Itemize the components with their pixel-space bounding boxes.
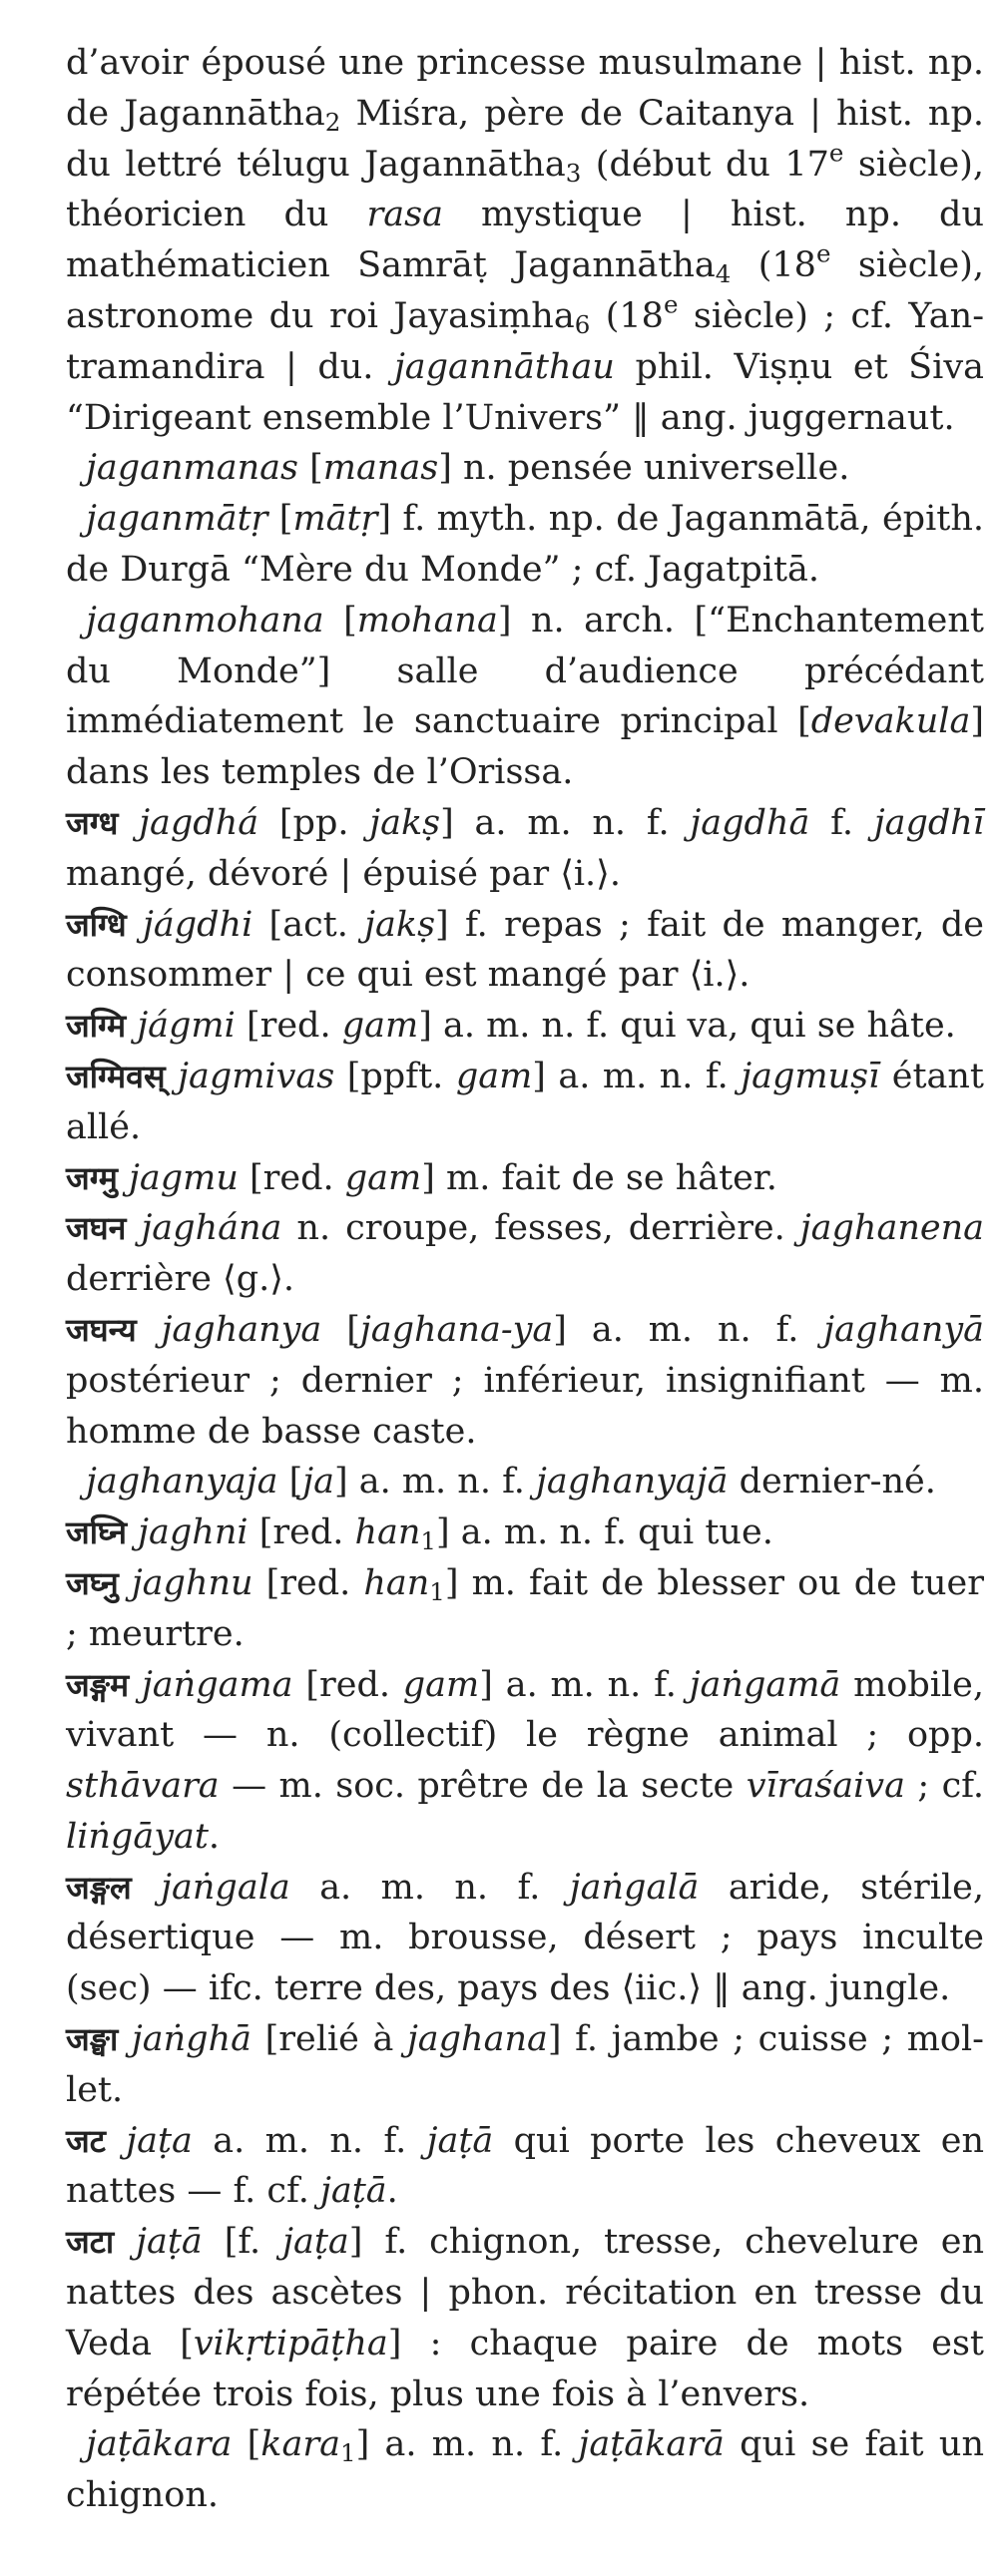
devanagari-headword: जङ्घा bbox=[66, 2020, 119, 2059]
entry-text: phil. Viṣṇu et Śiva “Dirigeant ensemble l’Univers” ‖ ang. juggernaut. bbox=[66, 346, 984, 438]
entry-text: a. m. n. f. bbox=[192, 2120, 427, 2161]
devanagari-headword: जङ्गल bbox=[66, 1868, 132, 1907]
dictionary-page bbox=[66, 38, 984, 2521]
dictionary-entry bbox=[66, 2014, 984, 2116]
entry-text bbox=[127, 905, 143, 945]
entry-text: — m. soc. prêtre de la secte bbox=[219, 1766, 747, 1807]
entry-text: mobile, vivant — n. (collectif) le règne animal ; opp. bbox=[66, 1664, 984, 1756]
subscript: 4 bbox=[715, 259, 732, 289]
italic-term: jaṭa bbox=[126, 2120, 193, 2161]
sub-entry bbox=[66, 494, 984, 596]
entry-text bbox=[114, 2222, 136, 2262]
devanagari-headword: जट bbox=[66, 2121, 106, 2160]
devanagari-headword: जङ्गम bbox=[66, 1665, 130, 1704]
entry-text: postérieur ; dernier ; inférieur, insignifiant — m. homme de basse caste. bbox=[66, 1360, 984, 1452]
subscript: 1 bbox=[420, 1526, 437, 1556]
entry-text: ] : chaque paire de mots est répétée trois fois, plus une fois à l’envers. bbox=[66, 2323, 984, 2414]
italic-term: jagdhá bbox=[139, 802, 259, 843]
entry-text: [red. bbox=[238, 1157, 345, 1198]
italic-term: jágdhi bbox=[143, 904, 253, 945]
italic-term: han bbox=[363, 1562, 430, 1603]
entry-text bbox=[127, 1512, 138, 1552]
entry-text: ] a. m. n. f. bbox=[333, 1462, 537, 1503]
dictionary-entry bbox=[66, 2217, 984, 2419]
italic-term: jaghana bbox=[406, 2019, 548, 2060]
italic-term: jaghanena bbox=[799, 1208, 984, 1249]
italic-term: jaṅgala bbox=[161, 1867, 290, 1908]
dictionary-entry bbox=[66, 1305, 984, 1457]
entry-text bbox=[137, 1310, 162, 1350]
italic-term: jaṅghā bbox=[131, 2019, 251, 2060]
italic-term: devakula bbox=[810, 701, 971, 742]
devanagari-headword: जघ्नु bbox=[66, 1563, 119, 1602]
entry-text: . bbox=[208, 1816, 221, 1857]
entry-text: [ bbox=[323, 600, 357, 641]
italic-term: jaṭā bbox=[136, 2222, 203, 2263]
sub-entry bbox=[66, 2419, 984, 2521]
dictionary-entry bbox=[66, 1001, 984, 1052]
dictionary-entry bbox=[66, 1660, 984, 1863]
entry-text: (18 bbox=[731, 245, 816, 286]
entry-text: ] a. m. n. f. qui va, qui se hâte. bbox=[418, 1006, 956, 1047]
entry-text: ] a. m. n. f. bbox=[440, 802, 691, 843]
dictionary-entry bbox=[66, 1863, 984, 2014]
entry-text bbox=[126, 1208, 141, 1248]
italic-term: kara bbox=[260, 2424, 340, 2465]
entry-text: f. bbox=[809, 802, 874, 843]
superscript: e bbox=[663, 289, 679, 319]
italic-term: jaghána bbox=[141, 1208, 282, 1249]
italic-term: jagmivas bbox=[178, 1056, 335, 1096]
italic-term: gam bbox=[455, 1056, 533, 1096]
dictionary-entry bbox=[66, 1507, 984, 1558]
entry-text: (18 bbox=[590, 295, 664, 336]
italic-term: jaghanyā bbox=[823, 1309, 985, 1350]
italic-term: gam bbox=[344, 1157, 422, 1198]
devanagari-headword: जघन bbox=[66, 1209, 127, 1248]
entry-text: [relié à bbox=[251, 2019, 407, 2060]
subscript: 1 bbox=[339, 2438, 356, 2468]
entry-text: (début du 17 bbox=[581, 144, 829, 185]
entry-text: ] a. m. n. f. bbox=[553, 1309, 824, 1350]
italic-term: mohana bbox=[356, 600, 498, 641]
italic-term: vīraśaiva bbox=[746, 1766, 905, 1807]
entry-text: [pp. bbox=[258, 802, 370, 843]
italic-term: jaghanya bbox=[161, 1309, 322, 1350]
sub-entry bbox=[66, 596, 984, 798]
entry-text: ] dans les temples de l’Orissa. bbox=[66, 701, 984, 793]
italic-term: jagdhā bbox=[690, 802, 810, 843]
superscript: e bbox=[815, 238, 831, 268]
devanagari-headword: जघ्नि bbox=[66, 1513, 128, 1552]
dictionary-entry bbox=[66, 1153, 984, 1204]
sub-entry bbox=[66, 443, 984, 494]
italic-term: jaghnu bbox=[131, 1562, 253, 1603]
entry-text: qui porte les cheveux en nattes — f. cf. bbox=[66, 2120, 984, 2212]
entry-text: ] f. jambe ; cuisse ; mollet. bbox=[66, 2019, 984, 2110]
devanagari-headword: जघन्य bbox=[66, 1310, 137, 1349]
entry-text: ] m. fait de se hâter. bbox=[421, 1157, 777, 1198]
entry-text: [red. bbox=[248, 1512, 355, 1553]
entry-text: étant allé. bbox=[66, 1056, 984, 1147]
entry-text bbox=[166, 1057, 179, 1096]
entry-text bbox=[106, 2121, 126, 2161]
entry-text bbox=[132, 1868, 161, 1908]
devanagari-headword: जटा bbox=[66, 2223, 115, 2262]
entry-text: . bbox=[386, 2171, 398, 2212]
italic-term: jaṭa bbox=[282, 2222, 349, 2263]
italic-term: han bbox=[354, 1512, 421, 1553]
italic-term: jaṅgalā bbox=[569, 1867, 700, 1908]
entry-text bbox=[118, 2019, 132, 2059]
entry-text: ] m. fait de blesser ou de tuer ; meurtre. bbox=[66, 1562, 984, 1654]
entry-text bbox=[119, 1563, 132, 1603]
entry-text: siècle), astronome du roi Jayasiṃha bbox=[66, 245, 984, 336]
devanagari-headword: जग्मि bbox=[66, 1007, 127, 1046]
entry-text: n. croupe, fesses, derrière. bbox=[281, 1208, 800, 1249]
italic-term: jaghni bbox=[138, 1512, 249, 1553]
dictionary-entry bbox=[66, 1052, 984, 1153]
italic-term: jagdhī bbox=[873, 802, 984, 843]
italic-term: jágmi bbox=[137, 1006, 236, 1047]
italic-term: jaganmātṛ bbox=[86, 499, 268, 540]
italic-term: manas bbox=[322, 448, 439, 489]
italic-term: jagmuṣī bbox=[741, 1056, 880, 1096]
italic-term: jaghanyajā bbox=[536, 1462, 729, 1503]
italic-term: jaṭākarā bbox=[578, 2424, 725, 2465]
entry-text: [ppft. bbox=[334, 1056, 456, 1096]
italic-term: jaṅgama bbox=[141, 1664, 293, 1705]
italic-term: jaghana-ya bbox=[359, 1309, 554, 1350]
italic-term: jaṭā bbox=[426, 2120, 494, 2161]
superscript: e bbox=[828, 137, 844, 167]
entry-text: [act. bbox=[252, 904, 365, 945]
entry-text: ] n. arch. [“Enchantement du Monde”] salle d’audience précédant immédiatement le sanctuaire principal [ bbox=[66, 600, 984, 742]
entry-text: a. m. n. f. bbox=[289, 1867, 570, 1908]
entry-text: ] a. m. n. f. bbox=[532, 1056, 742, 1096]
entry-text: [ bbox=[297, 448, 323, 489]
entry-text: [red. bbox=[235, 1006, 342, 1047]
sub-entry bbox=[66, 1457, 984, 1507]
italic-term: sthāvara bbox=[66, 1766, 220, 1807]
subscript: 1 bbox=[429, 1577, 445, 1607]
entry-text bbox=[129, 1665, 142, 1705]
entry-text: ] f. myth. np. de Jaganmātā, épith. de Durgā “Mère du Monde” ; cf. Jagatpitā. bbox=[66, 499, 984, 590]
entry-text: ] a. m. n. f. bbox=[355, 2424, 579, 2465]
italic-term: jakṣ bbox=[369, 802, 441, 843]
entry-text bbox=[118, 1158, 129, 1198]
entry-text: aride, stérile, désertique — m. brousse, désert ; pays inculte (sec) — ifc. terre des, pays des ⟨iic.⟩ ‖ ang. jungle. bbox=[66, 1867, 984, 2009]
entry-text: [ bbox=[277, 1462, 303, 1503]
italic-term: gam bbox=[341, 1006, 419, 1047]
dictionary-entry bbox=[66, 1558, 984, 1660]
entry-text: ; cf. bbox=[904, 1766, 985, 1807]
devanagari-headword: जग्मिवस् bbox=[66, 1057, 166, 1095]
entry-text: [red. bbox=[292, 1664, 403, 1705]
italic-term: ja bbox=[302, 1462, 334, 1503]
italic-term: rasa bbox=[366, 195, 443, 235]
entry-text: [f. bbox=[202, 2222, 283, 2263]
italic-term: liṅgāyat bbox=[66, 1816, 209, 1857]
entry-text: [ bbox=[267, 499, 293, 540]
entry-text bbox=[126, 1006, 137, 1046]
entry-text: ] f. chignon, tresse, chevelure en nattes des ascètes | phon. récitation en tresse du Veda [ bbox=[66, 2222, 984, 2363]
italic-term: jagmu bbox=[129, 1157, 239, 1198]
entry-text: ] n. pensée universelle. bbox=[438, 448, 850, 489]
entry-text: dernier-né. bbox=[728, 1462, 936, 1503]
dictionary-entry bbox=[66, 798, 984, 900]
entry-text: ] a. m. n. f. qui tue. bbox=[436, 1512, 773, 1553]
devanagari-headword: जग्धि bbox=[66, 905, 127, 944]
subscript: 2 bbox=[324, 107, 341, 137]
entry-text: ] f. repas ; fait de manger, de consommer | ce qui est mangé par ⟨i.⟩. bbox=[66, 904, 984, 996]
italic-term: jaganmohana bbox=[86, 600, 324, 641]
entry-text bbox=[118, 803, 139, 843]
italic-term: jaṅgamā bbox=[689, 1664, 841, 1705]
entry-text: mystique | hist. np. du mathématicien Samrāṭ Jagannātha bbox=[66, 195, 984, 286]
italic-term: jaganmanas bbox=[86, 448, 298, 489]
entry-text: siècle) ; cf. Yantramandira | du. bbox=[66, 295, 985, 387]
entry-text: ] a. m. n. f. bbox=[479, 1664, 690, 1705]
entry-text: [ bbox=[321, 1309, 360, 1350]
entry-text: derrière ⟨g.⟩. bbox=[66, 1259, 295, 1300]
entry-text: [red. bbox=[252, 1562, 364, 1603]
dictionary-entry bbox=[66, 38, 984, 443]
entry-text: Miśra, père de Caitanya | hist. np. du lettré télugu Jagannātha bbox=[66, 93, 984, 185]
entry-text: mangé, dévoré | épuisé par ⟨i.⟩. bbox=[66, 853, 621, 894]
dictionary-entry bbox=[66, 1203, 984, 1305]
italic-term: gam bbox=[402, 1664, 480, 1705]
italic-term: jaghanyaja bbox=[86, 1462, 278, 1503]
dictionary-entry bbox=[66, 900, 984, 1002]
entry-text: d’avoir épousé une princesse musulmane | hist. np. de Jagannātha bbox=[66, 43, 984, 134]
devanagari-headword: जग्ध bbox=[66, 803, 119, 842]
dictionary-entry bbox=[66, 2116, 984, 2218]
italic-term: jakṣ bbox=[364, 904, 436, 945]
entry-text: [ bbox=[232, 2424, 261, 2465]
italic-term: jaṭākara bbox=[86, 2424, 233, 2465]
italic-term: mātṛ bbox=[292, 499, 378, 540]
italic-term: jaṭā bbox=[319, 2171, 387, 2212]
subscript: 6 bbox=[574, 310, 591, 340]
italic-term: vikṛtipāṭha bbox=[193, 2323, 388, 2363]
subscript: 3 bbox=[565, 158, 582, 188]
entry-text: siècle), théoricien du bbox=[66, 144, 984, 235]
entry-text: qui se fait un chignon. bbox=[66, 2424, 985, 2516]
devanagari-headword: जग्मु bbox=[66, 1158, 118, 1197]
italic-term: jagannāthau bbox=[393, 346, 615, 387]
